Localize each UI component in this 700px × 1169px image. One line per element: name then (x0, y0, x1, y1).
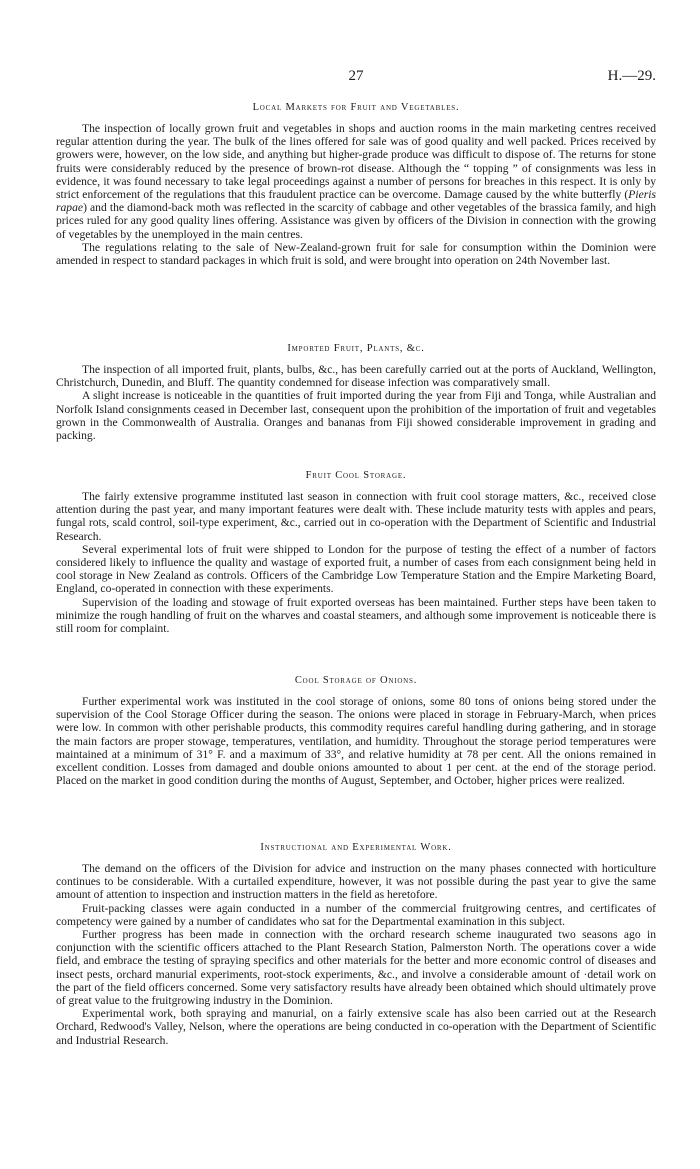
paragraph: Further experimental work was instituted in the cool storage of onions, some 80 tons of onions being stored under the supervision of the Cool Storage Officer during the season. The onions were placed in storage in February-March, when prices were low. In common with other perishable products, this commodity requires careful handling during gathering, and in storage the main factors are proper stowage, temperatures, ventilation, and humidity. Throughout the storage period temperatures were maintained at a minimum of 31° F. and a maximum of 33°, and relative humidity at 78 per cent. All the onions remained in excellent condition. Losses from damaged and double onions amounted to about 1 per cent. at the end of the storage period. Placed on the market in good condition during the months of August, September, and October, higher prices were realized. (56, 695, 656, 788)
section-heading-fruit-cool-storage: Fruit Cool Storage. (305, 470, 407, 481)
section-heading-imported-fruit: Imported Fruit, Plants, &c. (287, 343, 425, 354)
paragraph: Further progress has been made in connection with the orchard research scheme inaugurated two seasons ago in conjunction with the scientific officers attached to the Plant Research Station, Palmerston North. The operations cover a wide field, and embrace the testing of spraying specifics and other materials for the better and more economic control of diseases and insect pests, orchard manurial experiments, root-stock experiments, &c., and involve a considerable amount of ·detail work on the part of the field officers concerned. Some very satisfactory results have already been obtained which should ultimately prove of great value to the fruitgrowing industry in the Dominion. (56, 928, 656, 1008)
paragraph: The regulations relating to the sale of New-Zealand-grown fruit for sale for consumption within the Dominion were amended in respect to standard packages in which fruit is sold, and were brought into operation on 24th November last. (56, 240, 656, 268)
paragraph: A slight increase is noticeable in the quantities of fruit imported during the year from Fiji and Tonga, while Australian and Norfolk Island consignments ceased in December last, consequent upon the prohibition of the importation of fruit and vegetables grown in the Commonwealth of Australia. Oranges and bananas from Fiji showed considerable improvement in grading and packing. (56, 389, 656, 443)
paragraph: Fruit-packing classes were again conducted in a number of the commercial fruitgrowing centres, and certificates of competency were gained by a number of candidates who sat for the Departmental examination in this subject. (56, 901, 656, 928)
paragraph: Experimental work, both spraying and manurial, on a fairly extensive scale has also been carried out at the Research Orchard, Redwood's Valley, Nelson, where the operations are being conducted in co-operation with the Department of Scientific and Industrial Research. (56, 1007, 656, 1047)
section-heading-instructional-work: Instructional and Experimental Work. (260, 842, 452, 853)
section-local-markets (56, 122, 656, 267)
section-imported-fruit (56, 363, 656, 442)
paragraph: The inspection of all imported fruit, plants, bulbs, &c., has been carefully carried out at the ports of Auckland, Wellington, Christchurch, Dunedin, and Bluff. The quantity condemned for disease infection was comparatively small. (56, 363, 656, 390)
section-instructional-work (56, 862, 656, 1047)
paragraph: The fairly extensive programme instituted last season in connection with fruit cool storage matters, &c., received close attention during the past year, and many important features were dealt with. These include maturity tests with apples and pears, fungal rots, scald control, soil-type experiment, &c., carried out in co-operation with the Department of Scientific and Industrial Research. (56, 490, 656, 543)
paragraph: Supervision of the loading and stowage of fruit exported overseas has been maintained. Further steps have been taken to minimize the rough handling of fruit on the wharves and coastal steamers, and although some improvement is noticeable there is still room for complaint. (56, 595, 656, 636)
section-heading-local-markets: Local Markets for Fruit and Vegetables. (252, 102, 460, 113)
section-heading-cool-storage-onions: Cool Storage of Onions. (294, 675, 418, 686)
section-fruit-cool-storage (56, 490, 656, 635)
page-number: 27 (348, 68, 364, 84)
page-header (56, 68, 656, 88)
species-name: Pieris rapae (56, 188, 656, 215)
section-cool-storage-onions (56, 695, 656, 787)
paragraph: The inspection of locally grown fruit and vegetables in shops and auction rooms in the main marketing centres received regular attention during the year. The bulk of the lines offered for sale was of good quality and well packed. Prices received by growers were, however, on the low side, and anything but higher-grade produce was difficult to dispose of. The returns for stone fruits were considerably reduced by the presence of brown-rot disease. Although the “ topping ” of consignments was less in evidence, it was found necessary to take legal proceedings against a number of persons for breaches in this respect. It is only by strict enforcement of the regulations that this fraudulent practice can be overcome. Damage caused by the white butterfly (Pieris rapae) and the diamond-back moth was reflected in the scarcity of cabbage and other vegetables of the brassica family, and high prices ruled for any good quality lines offering. Assistance was given by officers of the Division in connection with the growing of vegetables by the unemployed in the main centres. (56, 122, 656, 241)
paragraph: Several experimental lots of fruit were shipped to London for the purpose of testing the effect of a number of factors considered likely to influence the quality and wastage of exported fruit, a number of cases from each consignment being held in cool storage in New Zealand as controls. Officers of the Cambridge Low Temperature Station and the Empire Marketing Board, England, co-operated in connection with these experiments. (56, 542, 656, 596)
paragraph: The demand on the officers of the Division for advice and instruction on the many phases connected with horticulture continues to be considerable. With a curtailed expenditure, however, it was not possible during the past year to give the same amount of attention to inspection and instruction matters in the field as heretofore. (56, 862, 656, 902)
document-reference: H.—29. (607, 68, 656, 84)
